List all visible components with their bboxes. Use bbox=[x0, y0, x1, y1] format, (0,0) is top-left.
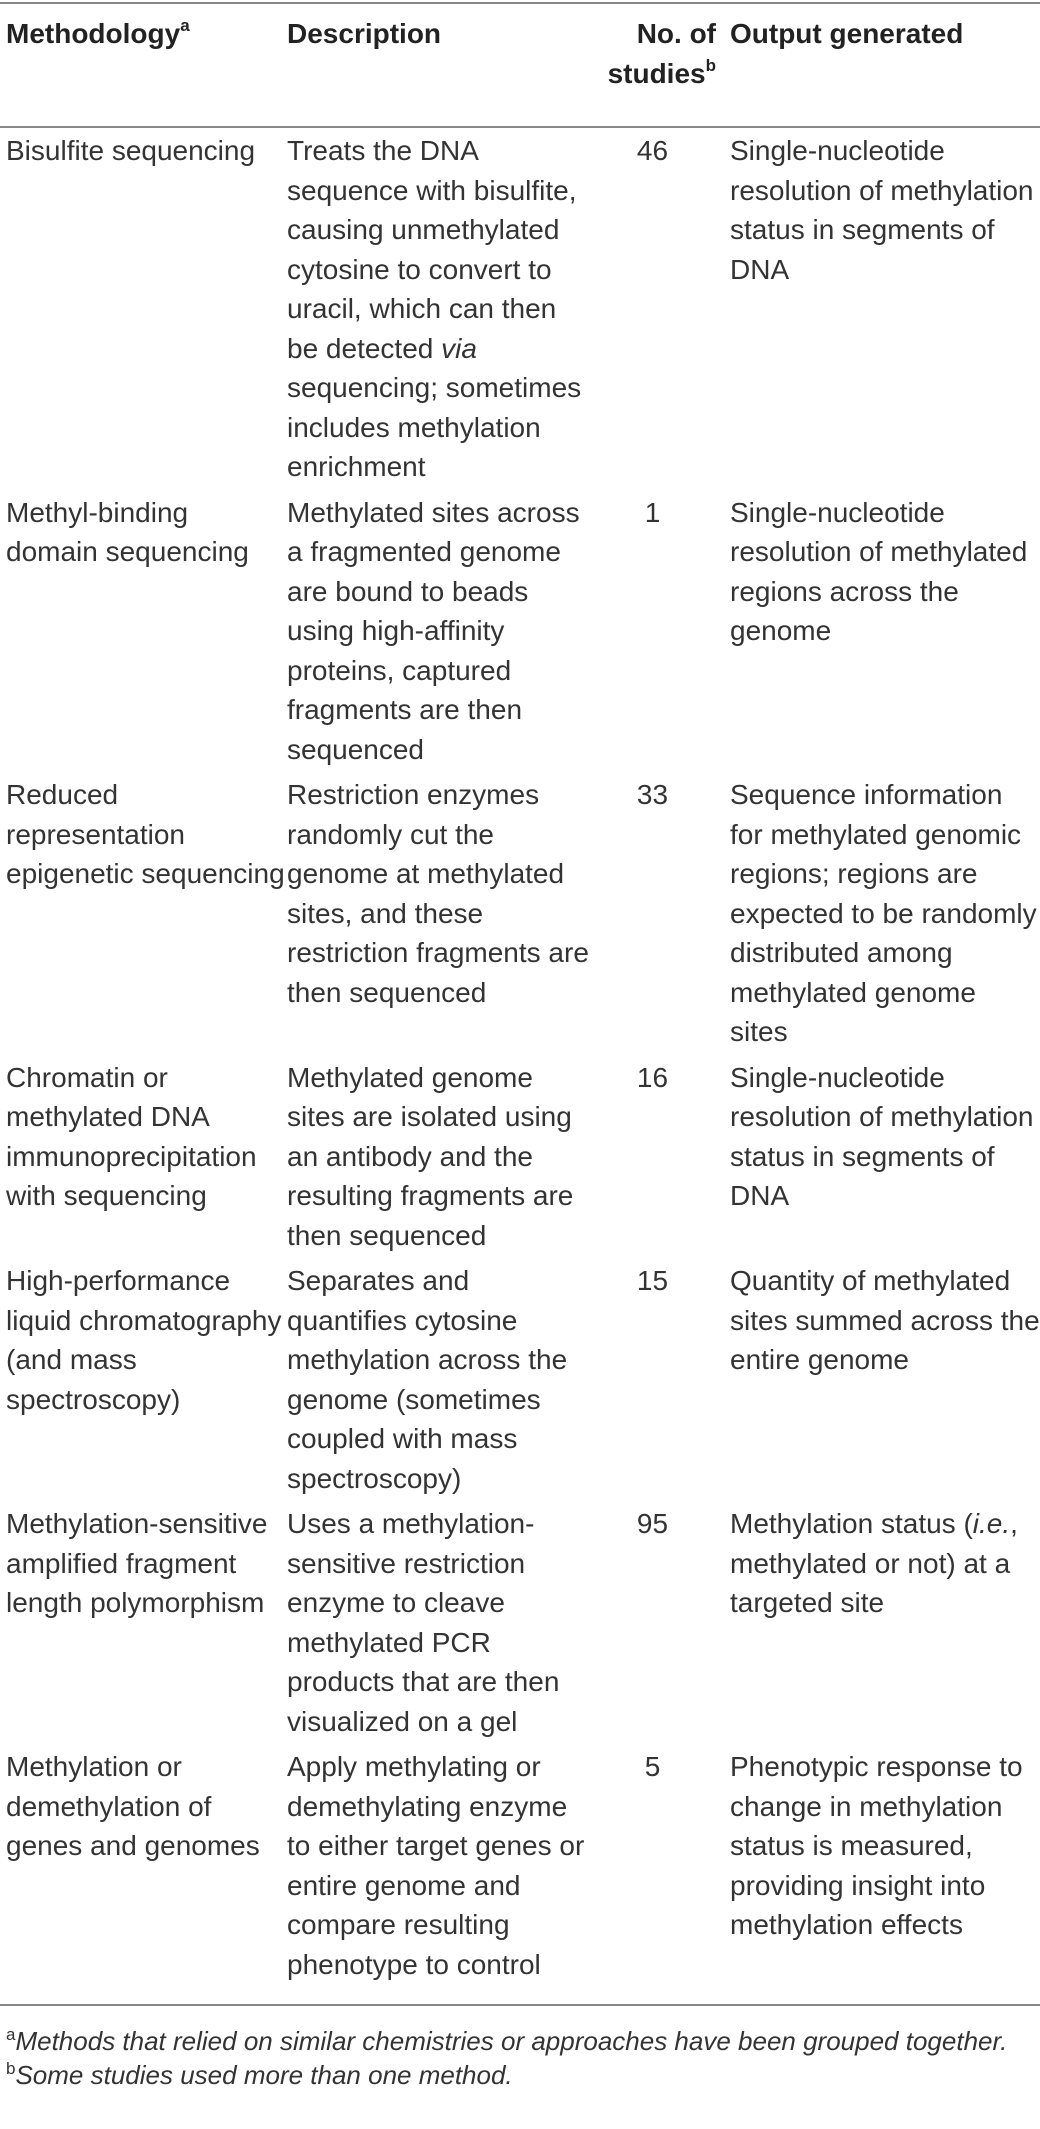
footnote-b: $^b$Some studies used more than one method. bbox=[6, 2059, 513, 2090]
cell-description: Restriction enzymes randomly cut the genome at methylated sites, and these restriction fragments are then sequenced bbox=[287, 779, 589, 1008]
header-methodology: Methodology$^a$ bbox=[6, 16, 190, 49]
methods-table bbox=[0, 14, 1040, 1990]
cell-methodology: Chromatin or methylated DNA immunoprecipitation with sequencing bbox=[6, 1061, 257, 1211]
footnote-a: $^a$Methods that relied on similar chemistries or approaches have been grouped together. bbox=[6, 2025, 1008, 2056]
header-output-generated: Output generated bbox=[730, 18, 964, 49]
cell-methodology: Bisulfite sequencing bbox=[6, 135, 256, 166]
header-description: Description bbox=[287, 18, 442, 49]
cell-output: Single-nucleotide resolution of methylated regions across the genome bbox=[730, 496, 1028, 646]
cell-methodology: Methyl-binding domain sequencing bbox=[6, 496, 249, 567]
footnote-marker: b bbox=[6, 2059, 16, 2078]
cell-studies: 33 bbox=[636, 779, 669, 810]
header-studies-footnote-marker: b bbox=[705, 55, 716, 75]
cell-output: Quantity of methylated sites summed across the entire genome bbox=[730, 1265, 1040, 1375]
cell-description: Methylated genome sites are isolated using an antibody and the resulting fragments are then sequenced bbox=[287, 1061, 574, 1251]
cell-description: Apply methylating or demethylating enzyme to either target genes or entire genome and compare resulting phenotype to control bbox=[287, 1751, 585, 1980]
table-row bbox=[0, 1504, 1040, 1747]
table-row bbox=[0, 1058, 1040, 1262]
table-row bbox=[0, 493, 1040, 776]
cell-studies: 95 bbox=[636, 1508, 669, 1539]
cell-methodology: Methylation or demethylation of genes and genomes bbox=[6, 1751, 260, 1861]
footnote-marker: a bbox=[6, 2025, 16, 2044]
table-row bbox=[0, 1747, 1040, 1990]
cell-studies: 15 bbox=[636, 1265, 669, 1296]
header-rule bbox=[0, 126, 1040, 128]
cell-output: Sequence information for methylated genomic regions; regions are expected to be randomly distributed among methylated genome sites bbox=[730, 779, 1037, 1047]
cell-description: Methylated sites across a fragmented genome are bound to beads using high-affinity proteins, captured fragments are then sequenced bbox=[287, 496, 580, 765]
cell-description: Separates and quantifies cytosine methylation across the genome (sometimes coupled with mass spectroscopy) bbox=[287, 1265, 568, 1494]
table-row bbox=[0, 131, 1040, 493]
bottom-rule bbox=[0, 2004, 1040, 2006]
cell-output: Phenotypic response to change in methylation status is measured, providing insight into methylation effects bbox=[730, 1751, 1023, 1940]
cell-output: Single-nucleotide resolution of methylation status in segments of DNA bbox=[730, 1061, 1034, 1211]
cell-output: Single-nucleotide resolution of methylation status in segments of DNA bbox=[730, 135, 1034, 285]
top-rule bbox=[0, 2, 1040, 4]
table-row bbox=[0, 775, 1040, 1058]
cell-methodology: High-performance liquid chromatography (and mass spectroscopy) bbox=[6, 1265, 282, 1415]
cell-description: Uses a methylation-sensitive restriction enzyme to cleave methylated PCR products that are then visualized on a gel bbox=[287, 1508, 560, 1737]
table-footnotes bbox=[6, 2024, 1034, 2092]
cell-studies: 1 bbox=[644, 496, 661, 528]
cell-output: Methylation status (i.e., methylated or not) at a targeted site bbox=[730, 1508, 1018, 1618]
header-row bbox=[0, 14, 1040, 131]
cell-studies: 46 bbox=[636, 135, 669, 166]
header-methodology-footnote-marker: a bbox=[180, 16, 190, 35]
cell-methodology: Methylation-sensitive amplified fragment length polymorphism bbox=[6, 1508, 268, 1618]
table-row bbox=[0, 1261, 1040, 1504]
cell-description: Treats the DNA sequence with bisulfite, causing unmethylated cytosine to convert to uracil, which can then be detected via sequencing; sometimes includes methylation enrichment bbox=[287, 135, 582, 482]
cell-studies: 5 bbox=[644, 1751, 661, 1782]
cell-studies: 16 bbox=[636, 1061, 669, 1093]
header-no-of-studies: No. of studies$^b$ bbox=[607, 18, 716, 89]
cell-methodology: Reduced representation epigenetic sequencing bbox=[6, 779, 285, 889]
